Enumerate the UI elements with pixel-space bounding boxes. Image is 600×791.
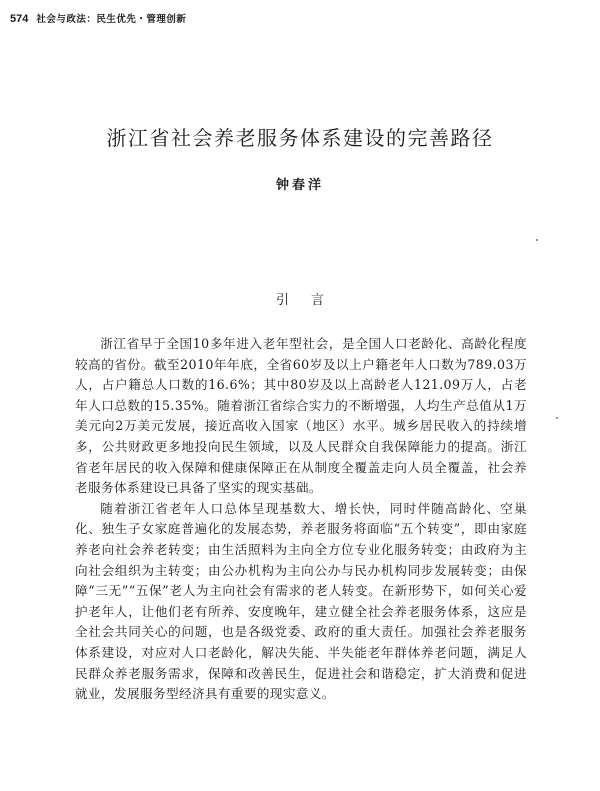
section-heading: 引言	[275, 293, 346, 308]
scan-speck	[556, 417, 558, 419]
running-head	[10, 11, 186, 25]
article-title: 浙江省社会养老服务体系建设的完善路径	[106, 126, 494, 150]
article-body	[75, 334, 527, 705]
scan-speck	[536, 239, 538, 241]
paragraph: 随着浙江省老年人口总体呈现基数大、增长快，同时伴随高龄化、空巢化、独生子女家庭普遍化的发展态势，养老服务将面临“五个转变”，即由家庭养老向社会养老转变；由生活照料为主向全方位专业化服务转变；由政府为主向社会组织为主转变；由公办机构为主向公办与民办机构同步发展转变；由保障“三无”“五保”老人为主向社会有需求的老人转变。在新形势下，如何关心爱护老年人，让他们老有所养、安度晚年，建立健全社会养老服务体系，这应是全社会共同关心的问题，也是各级党委、政府的重大责任。加强社会养老服务体系建设，对应对人口老龄化，解决失能、半失能老年群体养老问题，满足人民群众养老服务需求，保障和改善民生，促进社会和谐稳定，扩大消费和促进就业，发展服务型经济具有重要的现实意义。	[75, 500, 527, 702]
page-number: 574	[10, 13, 29, 25]
article-author: 钟春洋	[275, 178, 324, 193]
running-title: 社会与政法：民生优先・管理创新	[36, 14, 187, 25]
paragraph: 浙江省早于全国10多年进入老年型社会，是全国人口老龄化、高龄化程度较高的省份。截至2010年年底，全省60岁及以上户籍老年人口数为789.03万人，占户籍总人口数的16.6%；其中80岁及以上高龄老人121.09万人，占老年人口总数的15.35%。随着浙江省综合实力的不断增强，人均生产总值从1万美元向2万美元发展，接近高收入国家（地区）水平。城乡居民收入的持续增多，公共财政更多地投向民生领域，以及人民群众自我保障能力的提高。浙江省老年居民的收入保障和健康保障正在从制度全覆盖走向人员全覆盖，社会养老服务体系建设已具备了坚实的现实基础。	[75, 336, 527, 496]
